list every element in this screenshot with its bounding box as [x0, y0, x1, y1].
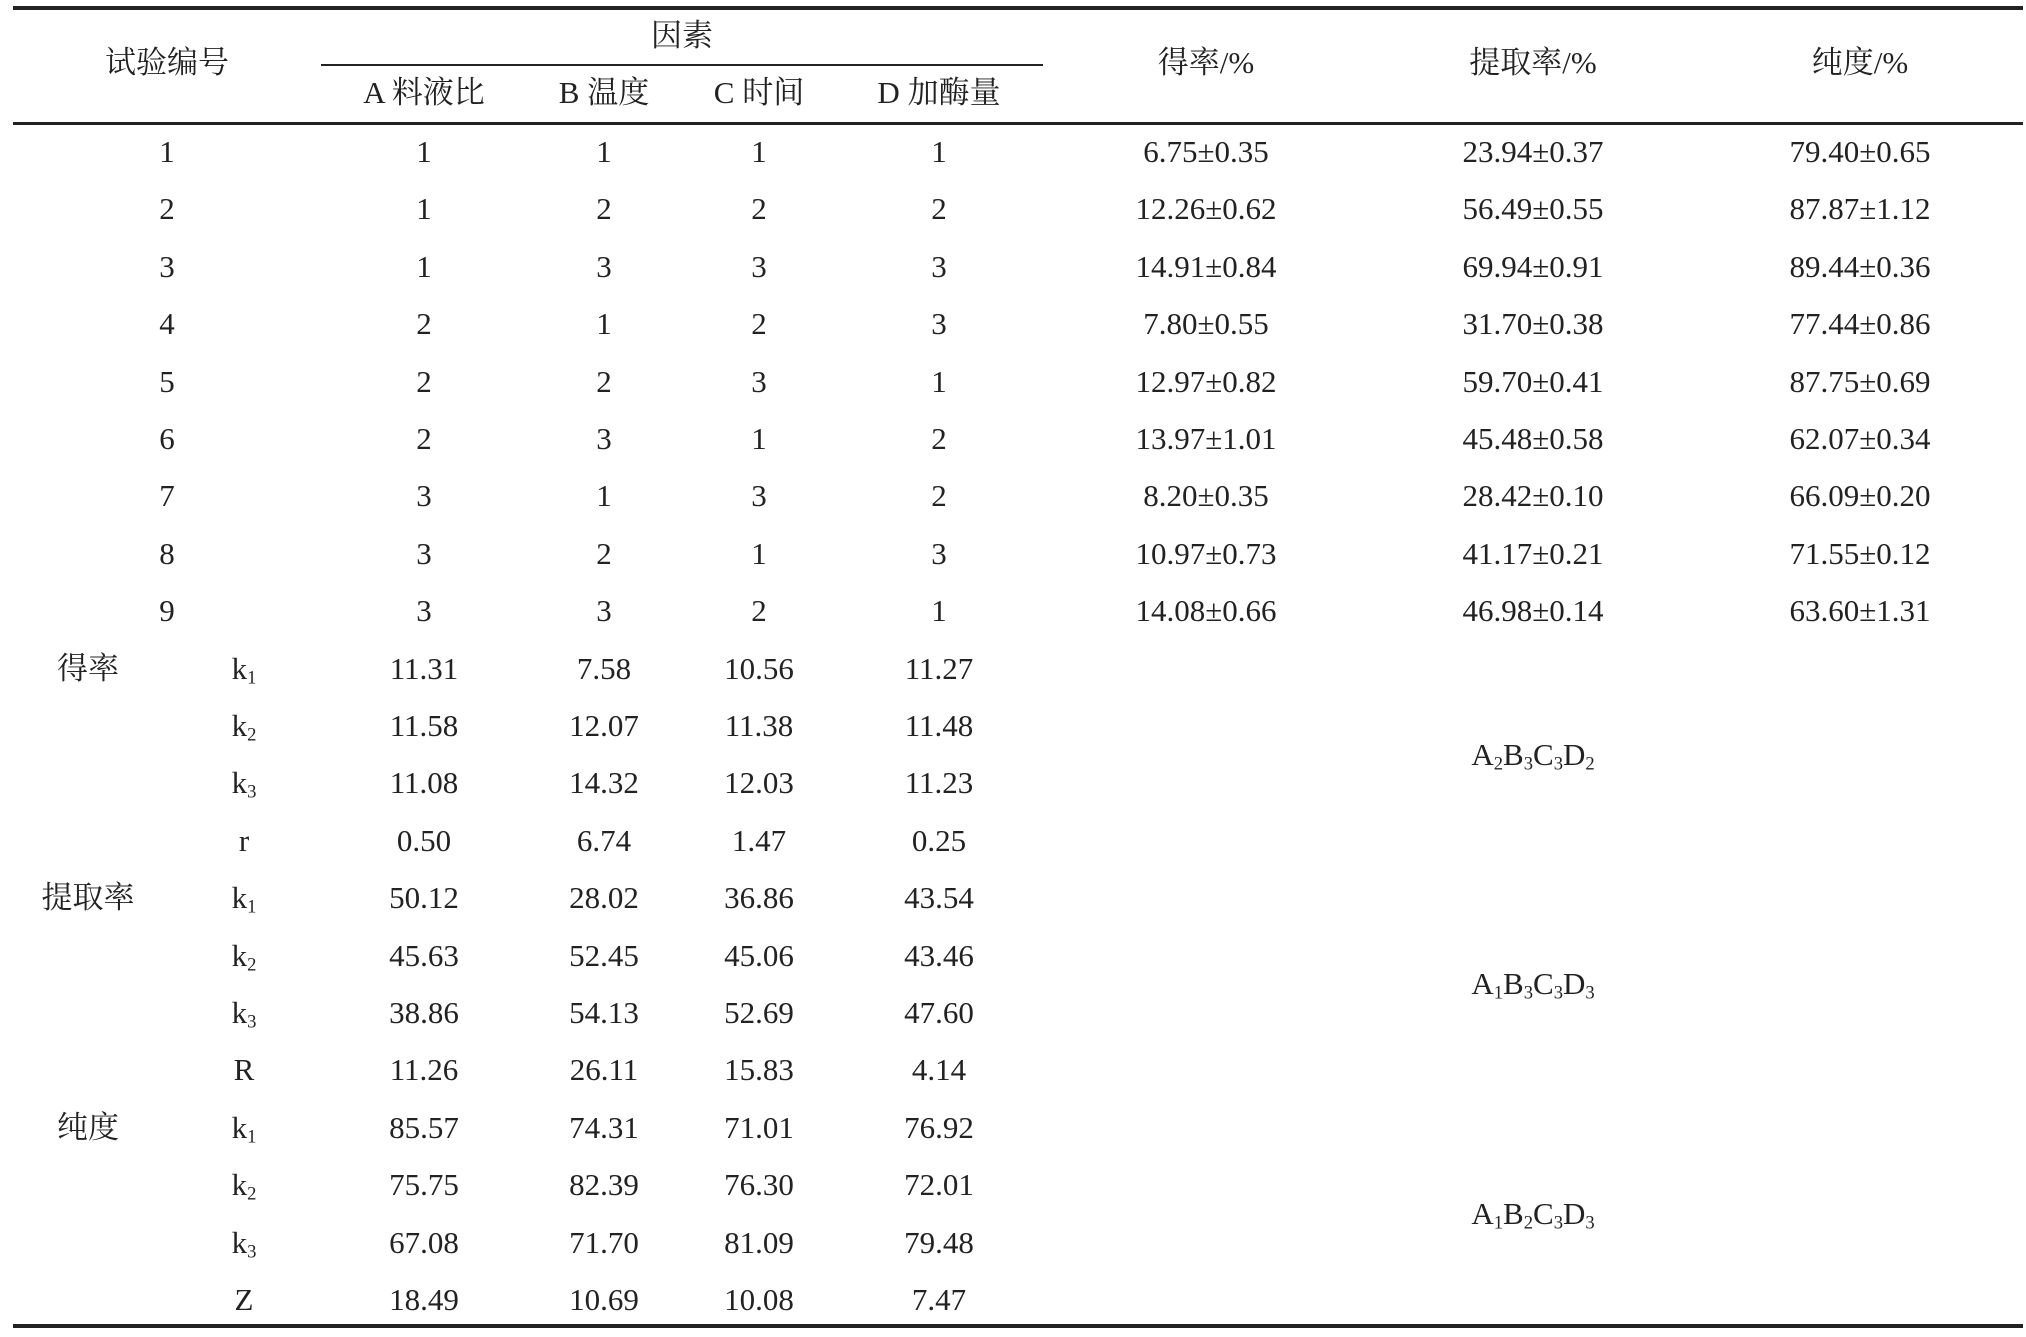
trial-no: 6 — [159, 421, 175, 456]
stat-value: 7.58 — [576, 650, 632, 686]
stat-label: $k_2$ — [231, 937, 257, 976]
extraction-value: 41.17±0.21 — [1462, 535, 1604, 571]
stat-value: 76.92 — [904, 1109, 974, 1145]
stat-value: 71.70 — [569, 1224, 639, 1260]
extraction-value: 46.98±0.14 — [1462, 593, 1604, 629]
factor-level: 2 — [596, 191, 612, 227]
stat-value: 50.12 — [389, 880, 459, 916]
analysis-group-label: 提取率 — [41, 880, 135, 916]
factor-level: 1 — [416, 248, 432, 284]
purity-value: 66.09±0.20 — [1789, 478, 1931, 514]
stat-value: 47.60 — [904, 995, 974, 1030]
stat-value: 7.47 — [911, 1282, 967, 1317]
factor-level: 2 — [596, 535, 612, 571]
header-yield: 得率/% — [1157, 45, 1255, 80]
stat-value: 11.23 — [904, 765, 974, 801]
yield-value: 8.20±0.35 — [1143, 478, 1269, 514]
yield-value: 13.97±1.01 — [1135, 421, 1277, 456]
stat-value: 11.38 — [724, 708, 794, 743]
stat-value: 10.69 — [569, 1282, 639, 1317]
top-rule — [13, 6, 2023, 10]
yield-value: 12.97±0.82 — [1135, 363, 1277, 399]
factor-level: 2 — [416, 421, 432, 456]
header-factors: 因素 — [651, 18, 713, 53]
factor-level: 2 — [751, 306, 767, 342]
stat-value: 43.46 — [904, 937, 974, 973]
stat-label: $k_2$ — [231, 708, 257, 746]
stat-value: 82.39 — [569, 1167, 639, 1203]
factor-level: 1 — [931, 134, 947, 169]
factor-level: 2 — [416, 363, 432, 399]
factor-level: 1 — [751, 134, 767, 169]
stat-label: r — [238, 822, 250, 858]
extraction-value: 45.48±0.58 — [1462, 421, 1604, 456]
bottom-rule — [13, 1324, 2023, 1328]
stat-value: 28.02 — [569, 880, 639, 916]
yield-value: 14.91±0.84 — [1135, 248, 1277, 284]
factor-level: 1 — [416, 191, 432, 227]
analysis-group-label: 得率 — [57, 650, 119, 686]
factor-level: 1 — [596, 478, 612, 514]
stat-label: $k_3$ — [231, 995, 257, 1033]
purity-value: 87.87±1.12 — [1789, 191, 1931, 227]
stat-value: 36.86 — [724, 880, 794, 916]
header-factor-d: D 加酶量 — [877, 75, 1001, 110]
yield-value: 6.75±0.35 — [1143, 134, 1269, 169]
stat-value: 81.09 — [724, 1224, 794, 1260]
stat-value: 85.57 — [389, 1109, 459, 1145]
header-factor-b: B 温度 — [558, 75, 650, 110]
header-bottom-rule — [13, 122, 2023, 125]
stat-value: 26.11 — [569, 1052, 639, 1088]
stat-value: 6.74 — [576, 822, 632, 858]
stat-value: 10.56 — [724, 650, 794, 686]
stat-value: 12.07 — [569, 708, 639, 743]
stat-value: 1.47 — [731, 822, 787, 858]
optimal-combination: $A_1B_3C_3D_3$ — [1471, 966, 1595, 1004]
header-extraction-rate: 提取率/% — [1469, 45, 1597, 80]
extraction-value: 28.42±0.10 — [1462, 478, 1604, 514]
purity-value: 63.60±1.31 — [1789, 593, 1931, 629]
stat-value: 45.63 — [389, 937, 459, 973]
factor-level: 1 — [751, 535, 767, 571]
factor-level: 3 — [596, 248, 612, 284]
factor-level: 3 — [931, 535, 947, 571]
factor-level: 2 — [931, 191, 947, 227]
optimal-combination: $A_2B_3C_3D_2$ — [1471, 736, 1595, 775]
stat-value: 11.27 — [904, 650, 974, 686]
stat-value: 72.01 — [904, 1167, 974, 1203]
stat-value: 11.08 — [389, 765, 459, 801]
stat-value: 54.13 — [569, 995, 639, 1030]
purity-value: 89.44±0.36 — [1789, 248, 1931, 284]
stat-label: R — [233, 1052, 255, 1088]
stat-value: 4.14 — [911, 1052, 967, 1088]
optimal-combination: $A_1B_2C_3D_3$ — [1471, 1195, 1595, 1234]
stat-value: 71.01 — [724, 1109, 794, 1145]
stat-value: 76.30 — [724, 1167, 794, 1203]
trial-no: 1 — [159, 134, 175, 169]
stat-label: $k_3$ — [231, 1224, 257, 1263]
stat-value: 11.58 — [389, 708, 459, 743]
yield-value: 12.26±0.62 — [1135, 191, 1277, 227]
header-trial-no: 试验编号 — [105, 45, 229, 80]
extraction-value: 31.70±0.38 — [1462, 306, 1604, 342]
factor-level: 1 — [596, 306, 612, 342]
header-factor-c: C 时间 — [713, 75, 805, 110]
stat-value: 14.32 — [569, 765, 639, 801]
factor-level: 2 — [416, 306, 432, 342]
factor-level: 3 — [931, 306, 947, 342]
stat-value: 38.86 — [389, 995, 459, 1030]
trial-no: 8 — [159, 535, 175, 571]
purity-value: 71.55±0.12 — [1789, 535, 1931, 571]
stat-value: 11.26 — [389, 1052, 459, 1088]
stat-value: 10.08 — [724, 1282, 794, 1317]
factor-level: 3 — [931, 248, 947, 284]
stat-label: Z — [234, 1282, 254, 1317]
yield-value: 10.97±0.73 — [1135, 535, 1277, 571]
factor-level: 2 — [751, 593, 767, 629]
stat-value: 11.31 — [389, 650, 459, 686]
stat-value: 12.03 — [724, 765, 794, 801]
header-factor-a: A 料液比 — [363, 75, 485, 110]
trial-no: 5 — [159, 363, 175, 399]
factor-level: 1 — [596, 134, 612, 169]
extraction-value: 56.49±0.55 — [1462, 191, 1604, 227]
stat-value: 0.50 — [396, 822, 452, 858]
extraction-value: 23.94±0.37 — [1462, 134, 1604, 169]
stat-value: 52.45 — [569, 937, 639, 973]
stat-value: 45.06 — [724, 937, 794, 973]
trial-no: 2 — [159, 191, 175, 227]
factor-level: 3 — [751, 478, 767, 514]
factor-level: 3 — [751, 248, 767, 284]
factor-level: 3 — [416, 593, 432, 629]
purity-value: 79.40±0.65 — [1789, 134, 1931, 169]
factor-level: 3 — [416, 535, 432, 571]
stat-label: $k_1$ — [231, 1109, 257, 1148]
stat-value: 74.31 — [569, 1109, 639, 1145]
factors-subrule — [321, 64, 1043, 66]
factor-level: 1 — [931, 363, 947, 399]
stat-label: $k_3$ — [231, 765, 257, 804]
factor-level: 2 — [931, 421, 947, 456]
extraction-value: 59.70±0.41 — [1462, 363, 1604, 399]
stat-label: $k_2$ — [231, 1167, 257, 1205]
stat-value: 18.49 — [389, 1282, 459, 1317]
analysis-group-label: 纯度 — [57, 1109, 119, 1145]
header-purity: 纯度/% — [1811, 45, 1909, 80]
factor-level: 3 — [596, 421, 612, 456]
yield-value: 7.80±0.55 — [1143, 306, 1269, 342]
factor-level: 1 — [416, 134, 432, 169]
factor-level: 3 — [596, 593, 612, 629]
factor-level: 1 — [751, 421, 767, 456]
yield-value: 14.08±0.66 — [1135, 593, 1277, 629]
stat-value: 11.48 — [904, 708, 974, 743]
stat-value: 79.48 — [904, 1224, 974, 1260]
extraction-value: 69.94±0.91 — [1462, 248, 1604, 284]
factor-level: 3 — [751, 363, 767, 399]
purity-value: 77.44±0.86 — [1789, 306, 1931, 342]
purity-value: 62.07±0.34 — [1789, 421, 1931, 456]
factor-level: 2 — [751, 191, 767, 227]
purity-value: 87.75±0.69 — [1789, 363, 1931, 399]
stat-value: 15.83 — [724, 1052, 794, 1088]
stat-value: 75.75 — [389, 1167, 459, 1203]
trial-no: 4 — [159, 306, 175, 342]
factor-level: 1 — [931, 593, 947, 629]
factor-level: 2 — [596, 363, 612, 399]
trial-no: 3 — [159, 248, 175, 284]
stat-label: $k_1$ — [231, 880, 257, 918]
stat-value: 67.08 — [389, 1224, 459, 1260]
stat-value: 52.69 — [724, 995, 794, 1030]
trial-no: 7 — [159, 478, 175, 514]
trial-no: 9 — [159, 593, 175, 629]
factor-level: 2 — [931, 478, 947, 514]
stat-value: 43.54 — [904, 880, 974, 916]
stat-label: $k_1$ — [231, 650, 257, 689]
stat-value: 0.25 — [911, 822, 967, 858]
factor-level: 3 — [416, 478, 432, 514]
